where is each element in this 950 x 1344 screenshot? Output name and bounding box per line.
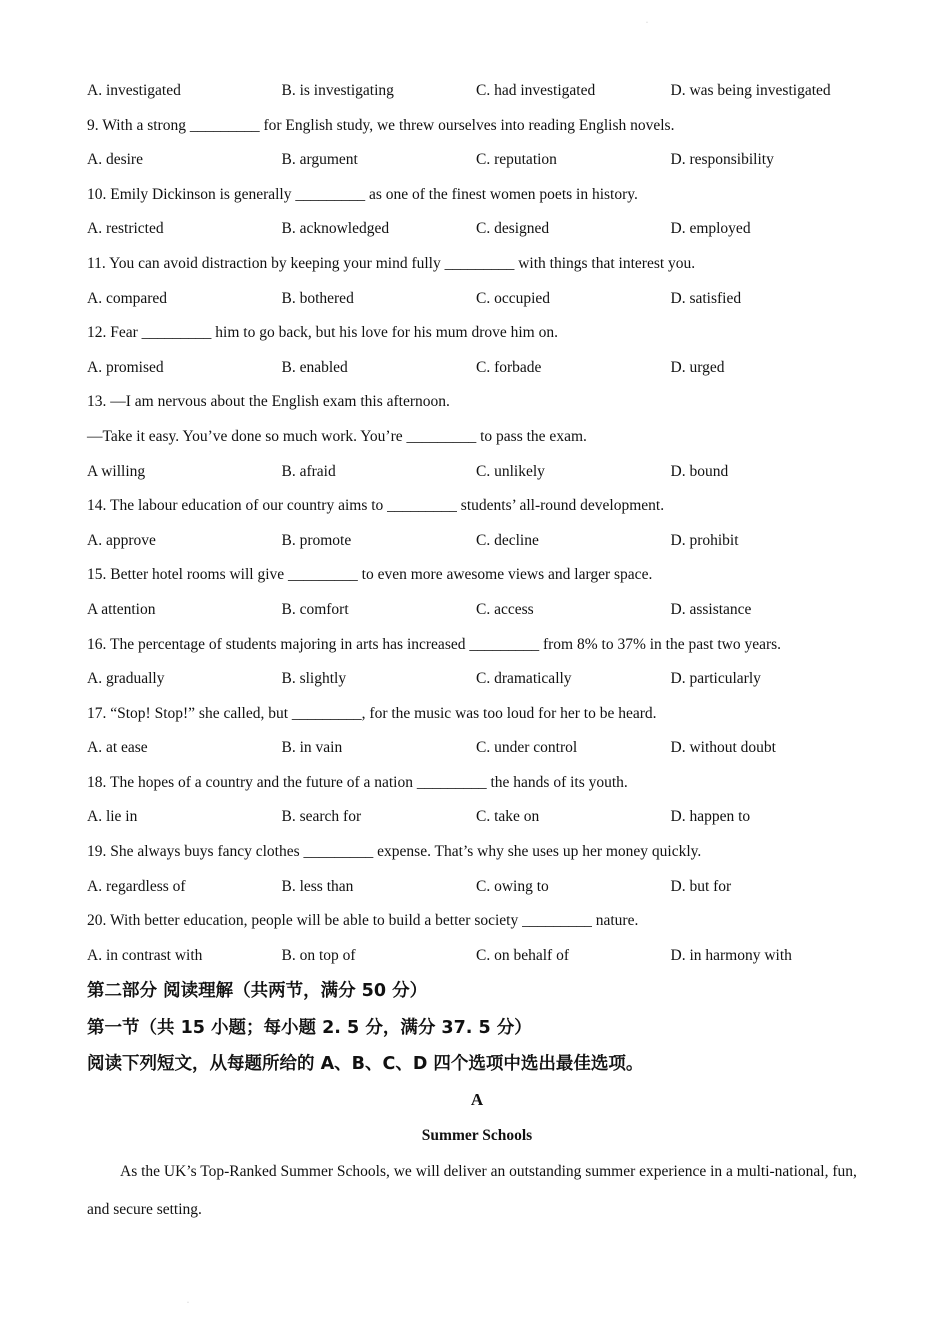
option-b: B. bothered: [281, 289, 354, 307]
option-b: B. enabled: [281, 358, 348, 376]
option-row: [87, 945, 867, 980]
part-heading: 第二部分 阅读理解（共两节，满分 50 分）: [87, 981, 428, 1002]
option-row: [87, 737, 867, 772]
option-d: D. employed: [670, 220, 751, 238]
option-a: A attention: [87, 600, 156, 618]
option-d: D. particularly: [670, 670, 761, 688]
question-stem: 14. The labour education of our country aims to _________ students’ all-round development.: [87, 497, 665, 515]
option-row: [87, 357, 867, 392]
option-row: [87, 530, 867, 565]
bottom-dot-mark: ·: [187, 1300, 189, 1306]
option-b: B. slightly: [281, 670, 347, 688]
option-b: B. is investigating: [281, 82, 394, 99]
option-b: B. comfort: [281, 600, 349, 618]
top-dot-mark: ·: [646, 20, 648, 26]
option-row: [87, 806, 867, 841]
option-a: A willing: [87, 462, 146, 480]
question-stem: 11. You can avoid distraction by keeping your mind fully _________ with things that interest you.: [87, 254, 696, 272]
question-stem-reply: —Take it easy. You’ve done so much work. You’re _________ to pass the exam.: [87, 427, 587, 445]
option-d: D. but for: [670, 877, 732, 895]
option-d: D. prohibit: [670, 531, 739, 549]
option-c: C. had investigated: [476, 82, 596, 99]
option-c: C. designed: [476, 220, 550, 238]
question-stem: 17. “Stop! Stop!” she called, but _________, for the music was too loud for her to be heard.: [87, 704, 657, 722]
option-row: [87, 149, 867, 184]
instruction: 阅读下列短文，从每题所给的 A、B、C、D 四个选项中选出最佳选项。: [87, 1054, 644, 1075]
option-a: A. investigated: [87, 82, 181, 99]
option-row: [87, 288, 867, 323]
option-c: C. access: [476, 600, 534, 618]
option-a: A. gradually: [87, 670, 165, 688]
option-d: D. happen to: [670, 808, 751, 826]
option-a: A. lie in: [87, 808, 138, 826]
option-row: [87, 668, 867, 703]
option-d: D. was being investigated: [670, 82, 831, 99]
option-a: A. approve: [87, 531, 156, 549]
option-b: B. on top of: [281, 946, 356, 964]
option-c: C. occupied: [476, 289, 551, 307]
option-row: [87, 218, 867, 253]
option-d: D. responsibility: [670, 151, 774, 169]
question-stem: 19. She always buys fancy clothes _________ expense. That’s why she uses up her money quickly.: [87, 843, 702, 861]
option-a: A. in contrast with: [87, 946, 203, 964]
question-stem: 20. With better education, people will be able to build a better society _________ nature.: [87, 912, 639, 930]
option-b: B. promote: [281, 531, 352, 549]
option-b: B. search for: [281, 808, 362, 826]
option-a: A. compared: [87, 289, 168, 307]
passage-letter: A: [470, 1089, 484, 1109]
option-c: C. decline: [476, 531, 539, 549]
option-a: A. restricted: [87, 220, 164, 238]
option-a: A. promised: [87, 358, 164, 376]
option-a: A. at ease: [87, 739, 148, 757]
option-row: [87, 80, 867, 115]
passage-title: Summer Schools: [421, 1126, 533, 1144]
option-d: D. in harmony with: [670, 946, 792, 964]
passage-text: As the UK’s Top-Ranked Summer Schools, we will deliver an outstanding summer experience in a multi-national, fun, and secure setting.: [87, 1162, 857, 1218]
option-b: B. in vain: [281, 739, 343, 757]
question-list: [87, 115, 867, 980]
option-d: D. urged: [670, 358, 725, 376]
option-a: A. regardless of: [87, 877, 186, 895]
option-c: C. under control: [476, 739, 578, 757]
question-stem: 16. The percentage of students majoring in arts has increased _________ from 8% to 37% in the past two years.: [87, 635, 782, 653]
question-stem: 10. Emily Dickinson is generally _________ as one of the finest women poets in history.: [87, 185, 638, 203]
option-c: C. forbade: [476, 358, 542, 376]
question-stem: 13. —I am nervous about the English exam this afternoon.: [87, 393, 450, 411]
sub-heading: 第一节（共 15 小题；每小题 2. 5 分，满分 37. 5 分）: [87, 1017, 532, 1038]
option-d: D. bound: [670, 462, 729, 480]
option-d: D. assistance: [670, 600, 752, 618]
page-content: [87, 80, 867, 1229]
option-b: B. acknowledged: [281, 220, 390, 238]
option-b: B. afraid: [281, 462, 336, 480]
question-stem: 18. The hopes of a country and the future of a nation _________ the hands of its youth.: [87, 773, 628, 791]
option-b: B. less than: [281, 877, 354, 895]
question-stem: 9. With a strong _________ for English study, we threw ourselves into reading English novels.: [87, 116, 675, 134]
option-row: [87, 599, 867, 634]
option-c: C. reputation: [476, 151, 557, 169]
question-stem: 12. Fear _________ him to go back, but his love for his mum drove him on.: [87, 324, 558, 342]
option-c: C. dramatically: [476, 670, 572, 688]
option-a: A. desire: [87, 151, 143, 169]
option-b: B. argument: [281, 151, 358, 169]
option-d: D. without doubt: [670, 739, 776, 757]
option-c: C. owing to: [476, 877, 549, 895]
option-c: C. on behalf of: [476, 946, 569, 964]
option-c: C. unlikely: [476, 462, 545, 480]
option-c: C. take on: [476, 808, 540, 826]
option-row: [87, 876, 867, 911]
question-stem: 15. Better hotel rooms will give _________ to even more awesome views and larger space.: [87, 566, 653, 584]
option-d: D. satisfied: [670, 289, 742, 307]
option-row: [87, 461, 867, 496]
